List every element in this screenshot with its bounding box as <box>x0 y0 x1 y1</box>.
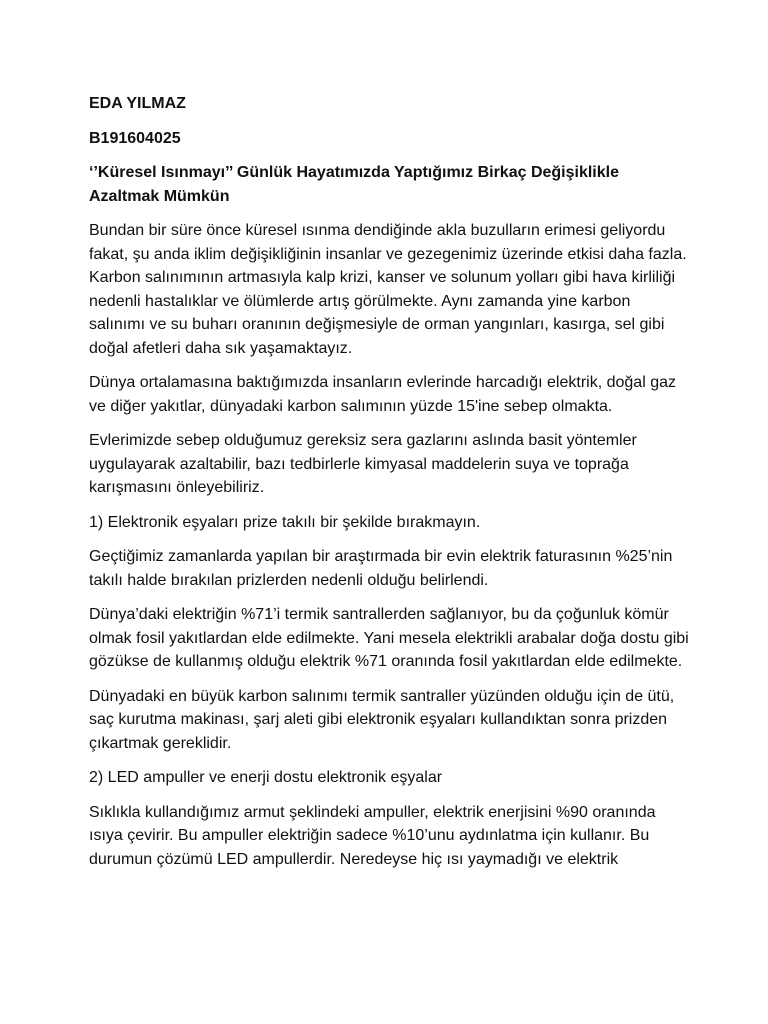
student-id: B191604025 <box>89 129 181 147</box>
paragraph-led: Sıklıkla kullandığımız armut şeklindeki ampuller, elektrik enerjisini %90 oranında ısıya çevirir. Bu ampuller elektriğin sadece %10’unu aydınlatma için kullanır. Bu durumun çözümü LED ampullerdir. Neredeyse hiç ısı yaymadığı ve elektrik <box>89 803 656 868</box>
author-name: EDA YILMAZ <box>89 95 186 112</box>
paragraph-greenhouse: Evlerimizde sebep olduğumuz gereksiz sera gazlarını aslında basit yöntemler uygulayarak azaltabilir, bazı tedbirlerle kimyasal maddelerin suya ve toprağa karışmasını önleyebiliriz. <box>89 432 637 496</box>
document-page <box>89 92 689 882</box>
section-heading-led: 2) LED ampuller ve enerji dostu elektronik eşyalar <box>89 769 443 786</box>
paragraph-world-average: Dünya ortalamasına baktığımızda insanların evlerinde harcadığı elektrik, doğal gaz ve diğer yakıtlar, dünyadaki karbon salımının yüzde 15'ine sebep olmakta. <box>89 374 676 415</box>
section-heading-unplug: 1) Elektronik eşyaları prize takılı bir şekilde bırakmayın. <box>89 513 481 531</box>
paragraph-research: Geçtiğimiz zamanlarda yapılan bir araştırmada bir evin elektrik faturasının %25’nin takılı halde bırakılan prizlerden nedenli olduğu belirlendi. <box>89 548 673 589</box>
paragraph-intro: Bundan bir süre önce küresel ısınma dendiğinde akla buzulların erimesi geliyordu fakat, şu anda iklim değişikliğinin insanlar ve gezegenimiz üzerinde etkisi daha fazla. Karbon salınımının artmasıyla kalp krizi, kanser ve solunum yolları gibi hava kirliliği nedenli hastalıklar ve ölümlerde artış görülmekte. Aynı zamanda yine karbon salınımı ve su buharı oranının değişmesiyle de orman yangınları, kasırga, sel gibi doğal afetleri daha sık yaşamaktayız. <box>89 222 687 357</box>
document-title: ‘’Küresel Isınmayı’’ Günlük Hayatımızda Yaptığımız Birkaç Değişiklikle Azaltmak Mümkün <box>89 164 619 205</box>
paragraph-thermal-plants: Dünya’daki elektriğin %71’i termik santrallerden sağlanıyor, bu da çoğunluk kömür olmak fosil yakıtlardan elde edilmekte. Yani mesela elektrikli arabalar doğa dostu gibi gözükse de kullanmış olduğu elektrik %71 oranında fosil yakıtlardan elde edilmekte. <box>89 606 689 670</box>
paragraph-unplug-devices: Dünyadaki en büyük karbon salınımı termik santraller yüzünden olduğu için de ütü, saç kurutma makinası, şarj aleti gibi elektronik eşyaları kullandıktan sonra prizden çıkartmak gereklidir. <box>89 687 675 752</box>
